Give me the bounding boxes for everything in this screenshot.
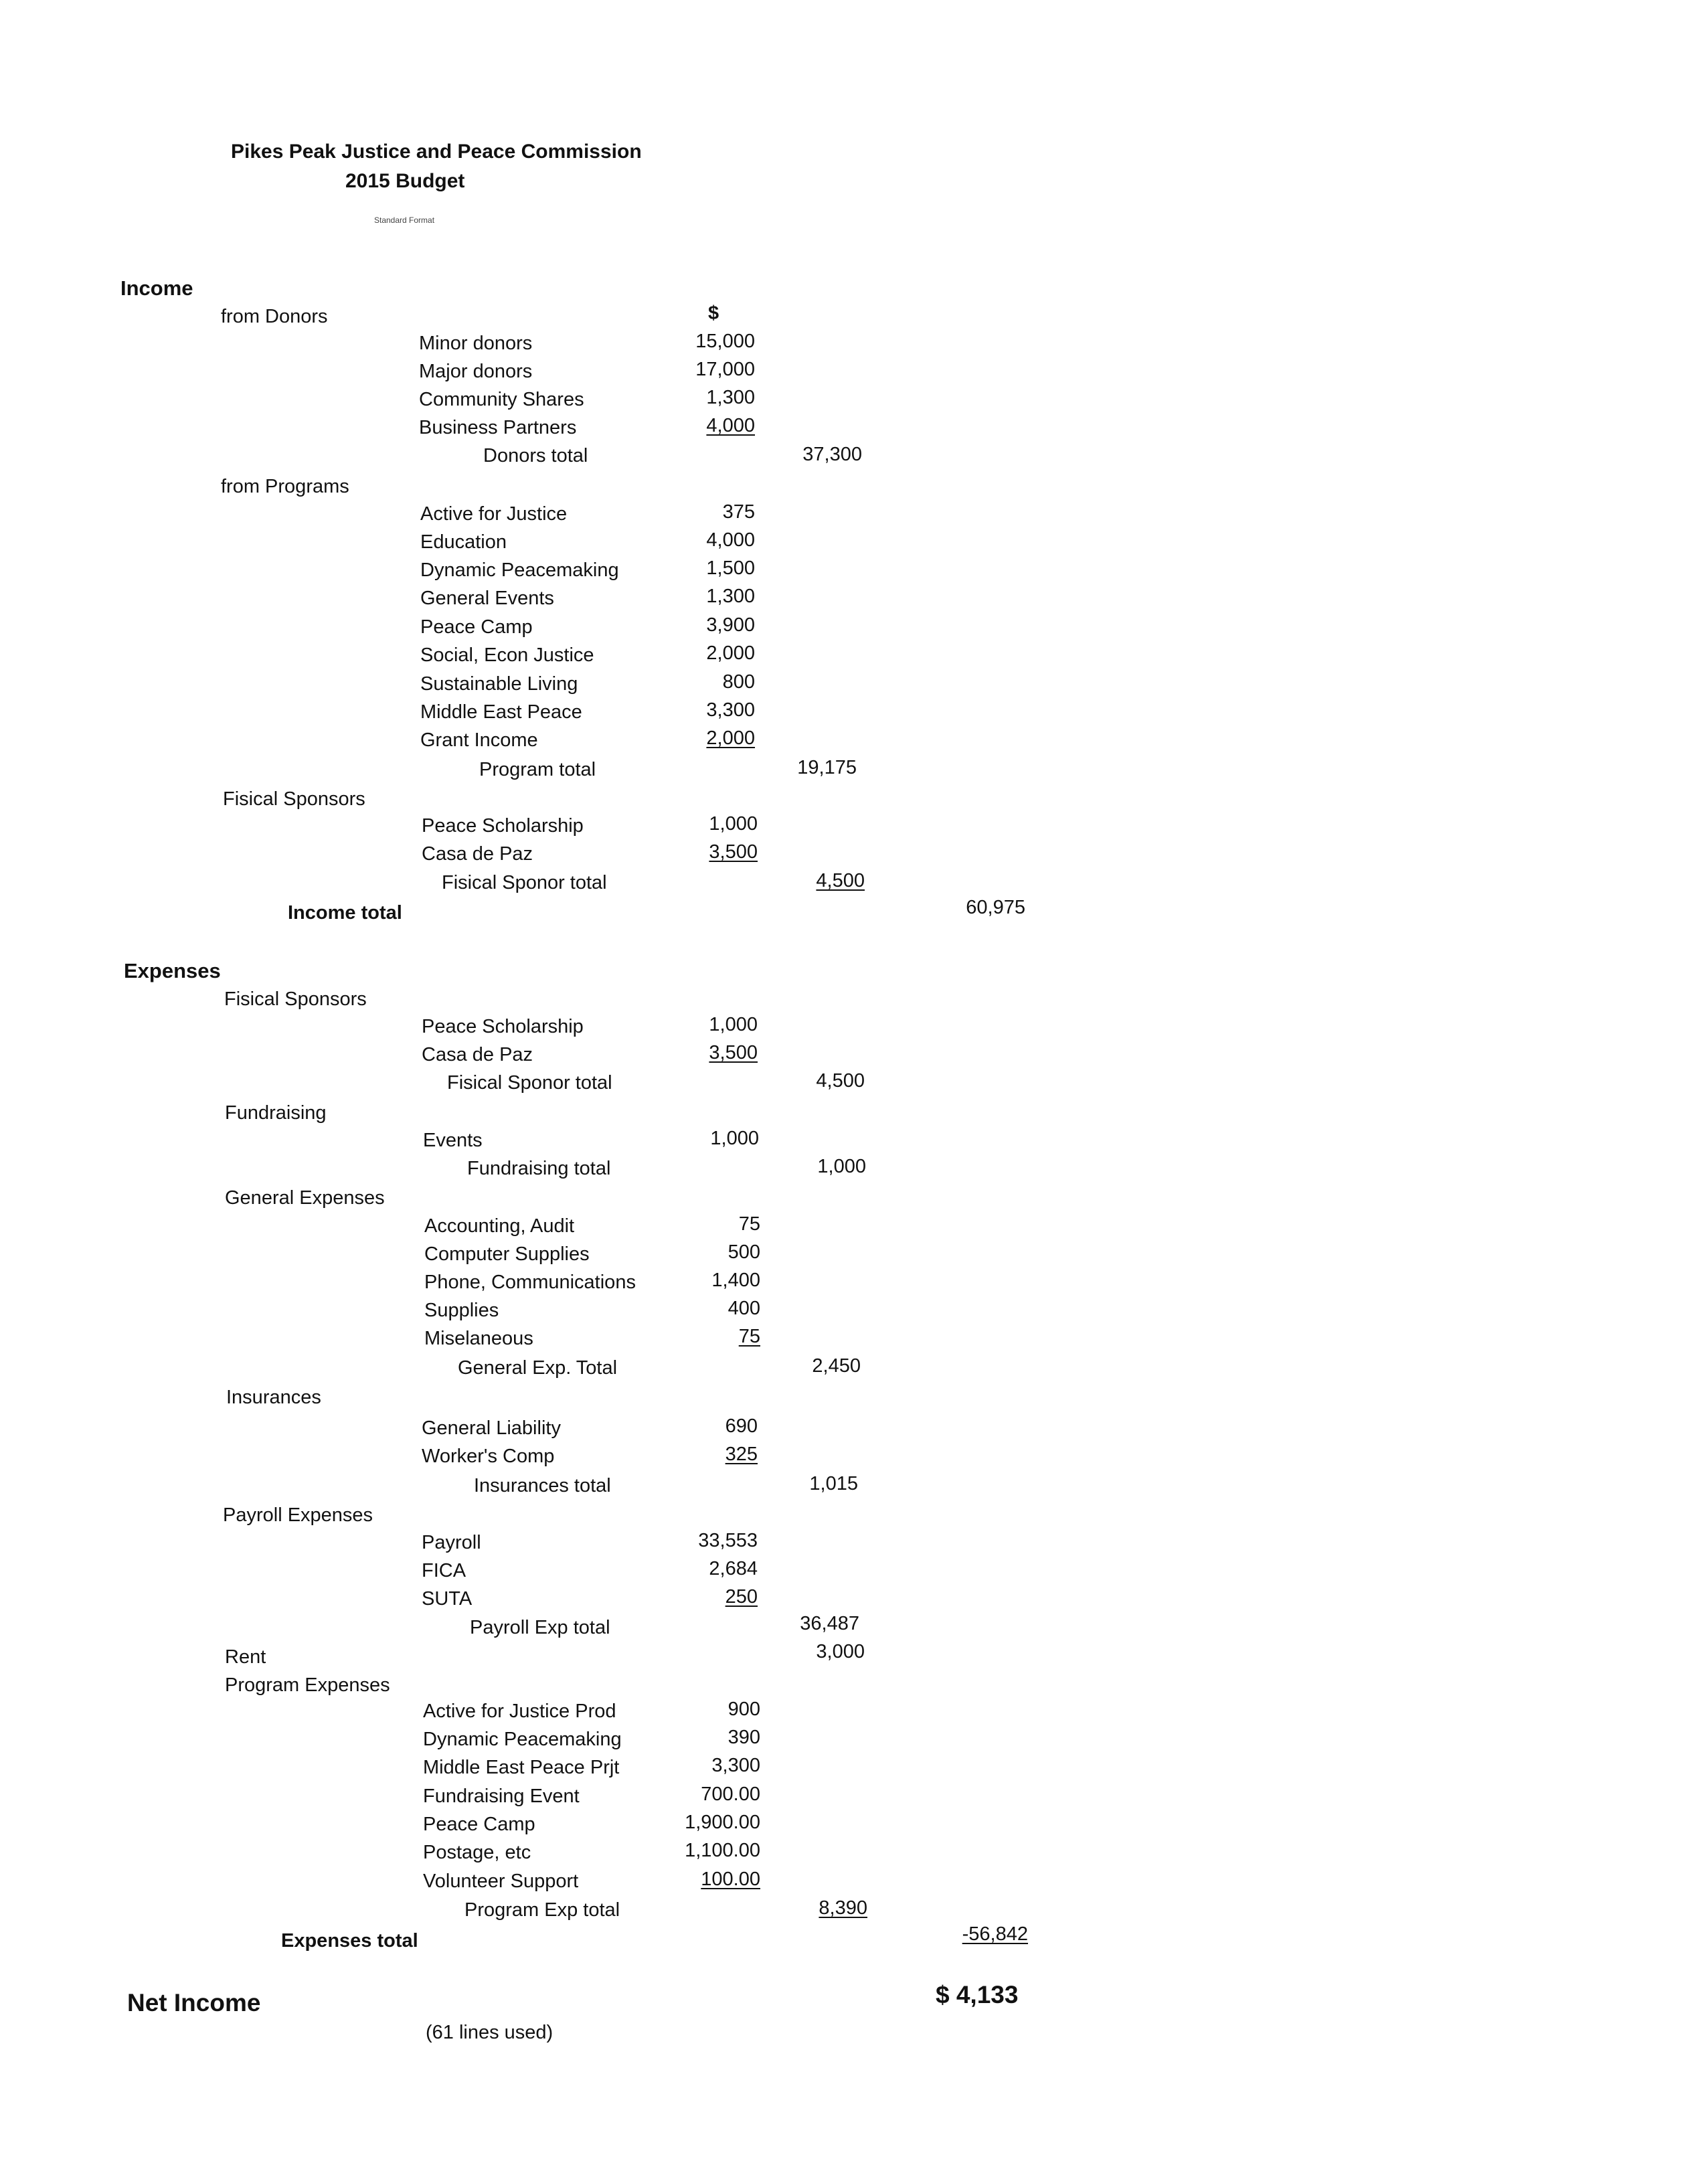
- income-heading: Income: [120, 276, 193, 300]
- subtotal-amount: 2,450: [812, 1355, 861, 1377]
- line-item-label: Supplies: [424, 1300, 499, 1321]
- line-item-amount: 1,100.00: [685, 1840, 760, 1861]
- line-item-amount: 17,000: [695, 359, 755, 380]
- line-item-label: Active for Justice Prod: [423, 1701, 616, 1722]
- net-income-amount: $ 4,133: [936, 1981, 1019, 2008]
- line-item-label: Major donors: [419, 361, 533, 382]
- line-item-amount: 3,500: [709, 841, 758, 863]
- line-item-amount: 690: [725, 1415, 758, 1437]
- subtotal-label: Insurances total: [474, 1475, 611, 1496]
- subtotal-amount: 1,015: [809, 1473, 858, 1494]
- expenses-total-amount: -56,842: [962, 1923, 1028, 1945]
- page-subtitle: 2015 Budget: [345, 170, 465, 192]
- expenses-fundraising-label: Fundraising: [225, 1102, 327, 1124]
- line-item-amount: 75: [738, 1213, 760, 1235]
- line-item-label: Active for Justice: [420, 503, 568, 525]
- line-item-amount: 1,500: [706, 557, 755, 579]
- line-item-amount: 1,000: [710, 1128, 759, 1149]
- line-item-label: Casa de Paz: [422, 1044, 533, 1065]
- line-item-label: Casa de Paz: [422, 843, 533, 865]
- income-programs-label: from Programs: [221, 476, 349, 497]
- income-sponsors-label: Fisical Sponsors: [223, 788, 365, 810]
- subtotal-amount: 37,300: [802, 444, 862, 465]
- line-item-label: Middle East Peace Prjt: [423, 1757, 620, 1778]
- line-item-label: Computer Supplies: [424, 1243, 590, 1265]
- net-income-label: Net Income: [127, 1989, 261, 2016]
- expenses-rent-label: Rent: [225, 1646, 266, 1668]
- line-item-label: General Events: [420, 588, 554, 609]
- line-item-amount: 250: [725, 1586, 758, 1608]
- line-item-amount: 3,300: [711, 1755, 760, 1776]
- line-item-amount: 400: [728, 1298, 760, 1319]
- subtotal-label: Program Exp total: [464, 1899, 620, 1921]
- line-item-amount: 15,000: [695, 331, 755, 352]
- subtotal-amount: 8,390: [819, 1897, 867, 1919]
- format-note: Standard Format: [374, 215, 435, 225]
- line-item-label: Business Partners: [419, 417, 577, 438]
- subtotal-label: Fisical Sponor total: [442, 872, 607, 893]
- expenses-payroll-label: Payroll Expenses: [223, 1504, 373, 1526]
- line-item-label: Peace Camp: [420, 616, 533, 638]
- line-item-label: Volunteer Support: [423, 1871, 579, 1892]
- line-item-label: Sustainable Living: [420, 673, 578, 695]
- line-item-amount: 1,400: [711, 1270, 760, 1291]
- subtotal-label: Payroll Exp total: [470, 1617, 610, 1638]
- expenses-sponsors-label: Fisical Sponsors: [224, 988, 367, 1010]
- subtotal-amount: 4,500: [816, 1070, 865, 1092]
- line-item-label: Phone, Communications: [424, 1272, 636, 1293]
- line-item-amount: 1,300: [706, 387, 755, 408]
- line-item-label: Dynamic Peacemaking: [420, 559, 619, 581]
- line-item-amount: 800: [722, 671, 755, 693]
- subtotal-label: Donors total: [483, 445, 588, 466]
- line-item-amount: 1,900.00: [685, 1812, 760, 1833]
- line-item-amount: 2,000: [706, 642, 755, 664]
- expenses-insurances-label: Insurances: [226, 1387, 321, 1408]
- line-item-amount: 1,000: [709, 1014, 758, 1035]
- expenses-program-label: Program Expenses: [225, 1674, 390, 1696]
- line-item-amount: 500: [728, 1241, 760, 1263]
- line-item-amount: 2,000: [706, 727, 755, 749]
- line-item-amount: 33,553: [698, 1530, 758, 1551]
- income-total-amount: 60,975: [966, 897, 1025, 918]
- line-item-label: Minor donors: [419, 333, 533, 354]
- line-item-amount: 4,000: [706, 415, 755, 436]
- line-item-amount: 4,000: [706, 529, 755, 551]
- rent-amount: 3,000: [816, 1641, 865, 1662]
- line-item-amount: 900: [728, 1699, 760, 1720]
- income-total-label: Income total: [288, 902, 402, 924]
- line-item-label: Social, Econ Justice: [420, 644, 594, 666]
- line-item-amount: 2,684: [709, 1558, 758, 1579]
- line-item-label: Miselaneous: [424, 1328, 533, 1349]
- expenses-total-label: Expenses total: [281, 1930, 418, 1952]
- footer-note: (61 lines used): [426, 2022, 553, 2043]
- expenses-heading: Expenses: [124, 959, 221, 982]
- line-item-label: Accounting, Audit: [424, 1215, 575, 1237]
- line-item-label: Peace Camp: [423, 1814, 535, 1835]
- line-item-label: Payroll: [422, 1532, 481, 1553]
- line-item-label: FICA: [422, 1560, 466, 1581]
- line-item-amount: 375: [722, 501, 755, 523]
- line-item-label: Education: [420, 531, 507, 553]
- income-donors-label: from Donors: [221, 306, 328, 327]
- subtotal-amount: 1,000: [817, 1156, 866, 1177]
- line-item-label: Peace Scholarship: [422, 815, 584, 837]
- line-item-amount: 3,300: [706, 699, 755, 721]
- subtotal-amount: 4,500: [816, 870, 865, 891]
- line-item-amount: 100.00: [701, 1869, 760, 1890]
- line-item-label: Middle East Peace: [420, 701, 582, 723]
- line-item-label: Peace Scholarship: [422, 1016, 584, 1037]
- subtotal-label: Program total: [479, 759, 596, 780]
- subtotal-label: General Exp. Total: [458, 1357, 618, 1379]
- subtotal-amount: 36,487: [800, 1613, 859, 1634]
- line-item-label: Community Shares: [419, 389, 584, 410]
- line-item-amount: 700.00: [701, 1784, 760, 1805]
- line-item-label: Dynamic Peacemaking: [423, 1729, 622, 1750]
- line-item-label: General Liability: [422, 1417, 561, 1439]
- subtotal-amount: 19,175: [797, 757, 857, 778]
- line-item-label: Worker's Comp: [422, 1446, 555, 1467]
- line-item-amount: 325: [725, 1444, 758, 1465]
- expenses-general-label: General Expenses: [225, 1187, 385, 1209]
- subtotal-label: Fisical Sponor total: [447, 1072, 612, 1094]
- line-item-label: Fundraising Event: [423, 1786, 580, 1807]
- line-item-amount: 75: [738, 1326, 760, 1347]
- line-item-label: Grant Income: [420, 729, 538, 751]
- line-item-amount: 1,000: [709, 813, 758, 835]
- line-item-amount: 3,900: [706, 614, 755, 636]
- line-item-amount: 1,300: [706, 586, 755, 607]
- line-item-amount: 390: [728, 1727, 760, 1748]
- subtotal-label: Fundraising total: [467, 1158, 611, 1179]
- line-item-amount: 3,500: [709, 1042, 758, 1063]
- line-item-label: Postage, etc: [423, 1842, 531, 1863]
- line-item-label: SUTA: [422, 1588, 473, 1610]
- currency-symbol: $: [708, 302, 719, 324]
- line-item-label: Events: [423, 1130, 483, 1151]
- page-title: Pikes Peak Justice and Peace Commission: [231, 141, 642, 163]
